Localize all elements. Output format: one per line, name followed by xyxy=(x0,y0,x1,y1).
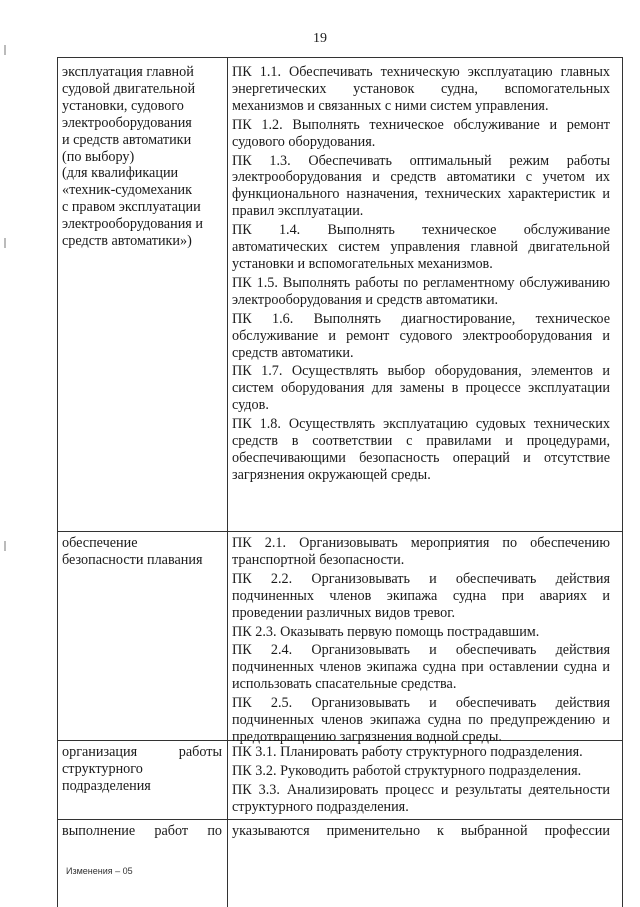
row-1-left-line: «техник-судомеханик xyxy=(62,182,193,199)
row-2-competencies xyxy=(232,535,610,748)
margin-mark xyxy=(4,541,6,551)
competency-item: ПК 2.5. Организовывать и обеспечивать действия подчиненных членов экипажа судна по предупреждению и предотвращению загрязнения водной среды. xyxy=(232,695,610,745)
margin-mark xyxy=(4,45,6,55)
row-3-left-first-line xyxy=(62,744,222,761)
competency-item: указываются применительно к выбранной профессии xyxy=(232,823,610,839)
competency-item: ПК 2.2. Организовывать и обеспечивать действия подчиненных членов экипажа судна при авариях и проведении различных видов тревог. xyxy=(232,570,610,621)
row-4-left-word: работ xyxy=(154,823,189,839)
competency-item: ПК 2.1. Организовывать мероприятия по обеспечению транспортной безопасности. xyxy=(232,535,610,568)
row-2-left-line: обеспечение xyxy=(62,535,138,551)
row-1-left-line: электрооборудования и xyxy=(62,216,203,233)
row-3-competency-area xyxy=(62,744,222,795)
row-4-competency-area xyxy=(62,823,222,840)
competency-item: ПК 1.6. Выполнять диагностирование, техническое обслуживание и ремонт судового электрооборудования и средств автоматики. xyxy=(232,310,610,361)
competency-item: ПК 1.7. Осуществлять выбор оборудования, элементов и систем оборудования для замены в процессе эксплуатации судов. xyxy=(232,363,610,414)
competency-item: ПК 1.3. Обеспечивать оптимальный режим работы электрооборудования и средств автоматики с учетом их функционального назначения, технических характеристик и правил эксплуатации. xyxy=(232,152,610,220)
margin-mark xyxy=(4,238,6,248)
competency-item: ПК 1.1. Обеспечивать техническую эксплуатацию главных энергетических установок судна, вспомогательных механизмов и связанных с ними систем управления. xyxy=(232,64,610,114)
row-1-left-line: средств автоматики») xyxy=(62,233,192,250)
competency-item: ПК 2.4. Организовывать и обеспечивать действия подчиненных членов экипажа судна при оставлении судна и использовать спасательные средства. xyxy=(232,642,610,693)
competency-item: ПК 2.3. Оказывать первую помощь пострадавшим. xyxy=(232,623,540,640)
footer-revision: Изменения – 05 xyxy=(66,866,133,876)
row-3-left-word: работы xyxy=(178,744,222,760)
competency-item: ПК 1.5. Выполнять работы по регламентному обслуживанию электрооборудования и средств автоматики. xyxy=(232,274,610,308)
row-1-left-line: эксплуатация главной xyxy=(62,64,194,80)
row-1-left-line: судовой двигательной xyxy=(62,80,196,97)
competency-item: ПК 3.3. Анализировать процесс и результаты деятельности структурного подразделения. xyxy=(232,781,610,815)
row-3-competencies xyxy=(232,744,610,818)
row-1-left-line: (по выбору) xyxy=(62,148,135,165)
row-4-left-first-line xyxy=(62,823,222,840)
competency-item: ПК 3.2. Руководить работой структурного подразделения. xyxy=(232,762,582,779)
row-1-competencies xyxy=(232,64,610,486)
competency-item: ПК 1.8. Осуществлять эксплуатацию судовых технических средств в соответствии с правилами и процедурами, обеспечивающими безопасность операций и отсутствие загрязнения окружающей среды. xyxy=(232,416,610,483)
row-1-left-line: с правом эксплуатации xyxy=(62,199,201,216)
row-1-left-line: электрооборудования xyxy=(62,114,192,131)
competency-item: ПК 1.4. Выполнять техническое обслуживание автоматических систем управления главной двигательной установки и вспомогательных механизмов. xyxy=(232,222,610,272)
row-1-left-line: и средств автоматики xyxy=(62,131,192,148)
row-1-left-line: (для квалификации xyxy=(62,165,179,182)
competency-item: ПК 3.1. Планировать работу структурного подразделения. xyxy=(232,744,583,760)
row-2-left-line: безопасности плавания xyxy=(62,551,203,568)
page-number: 19 xyxy=(313,31,327,46)
row-3-left-word: организация xyxy=(62,744,138,760)
row-4-competencies xyxy=(232,823,610,842)
row-4-left-word: выполнение xyxy=(62,823,136,839)
row-4-left-word: по xyxy=(207,823,222,839)
row-3-left-line: подразделения xyxy=(62,777,151,794)
row-2-competency-area xyxy=(62,535,222,569)
row-3-left-line: структурного xyxy=(62,760,143,777)
competency-item: ПК 1.2. Выполнять техническое обслуживание и ремонт судового оборудования. xyxy=(232,116,610,150)
row-1-competency-area xyxy=(62,64,222,250)
row-1-left-line: установки, судового xyxy=(62,97,184,114)
